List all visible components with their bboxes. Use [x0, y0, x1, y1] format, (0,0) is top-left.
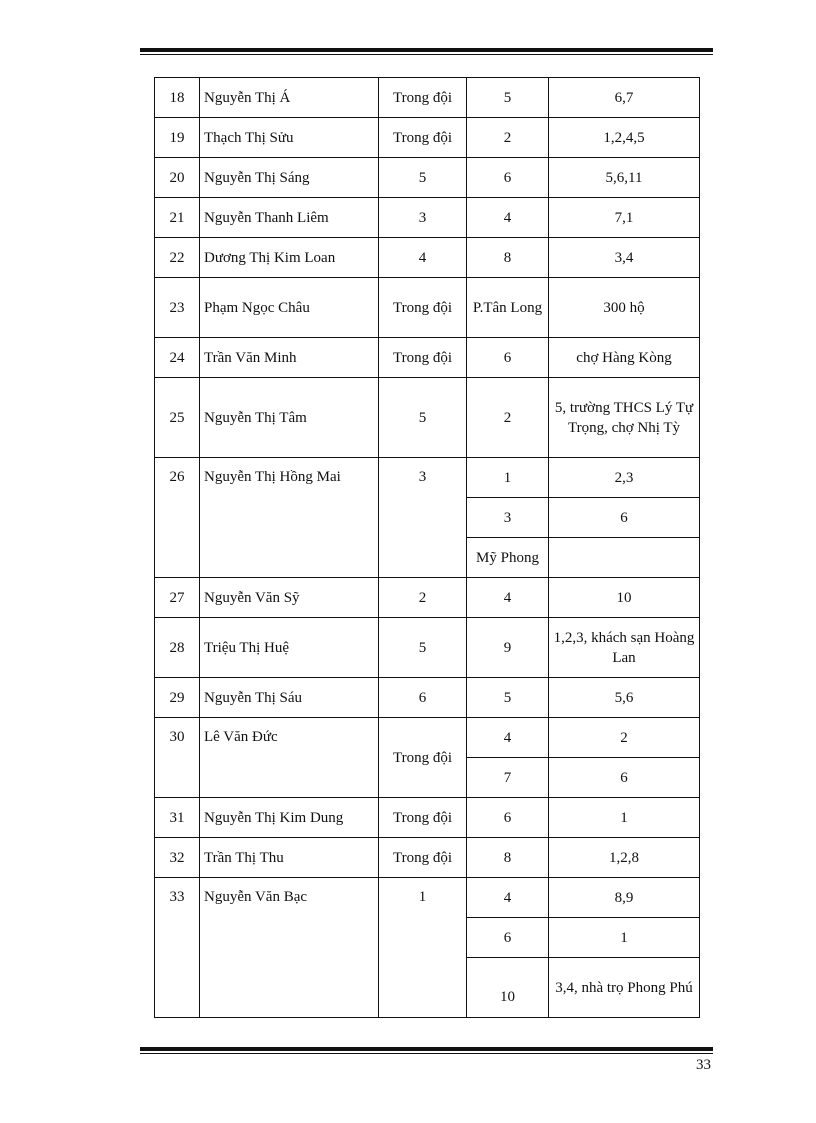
person-name: Trần Thị Thu	[200, 838, 379, 878]
area-cell: 9	[467, 618, 549, 678]
area-cell: 5	[467, 678, 549, 718]
team-cell: 5	[379, 618, 467, 678]
team-cell: 1	[379, 878, 467, 1018]
team-cell: Trong đội	[379, 838, 467, 878]
groups-cell: 3,4	[549, 238, 700, 278]
area-cell: 5	[467, 78, 549, 118]
area-cell: Mỹ Phong	[467, 538, 549, 578]
assignment-table	[154, 77, 700, 1018]
area-cell: 4	[467, 718, 549, 758]
groups-cell	[549, 538, 700, 578]
row-number: 20	[155, 158, 200, 198]
groups-cell: 3,4, nhà trọ Phong Phú	[549, 958, 700, 1018]
person-name: Nguyễn Thị Sáu	[200, 678, 379, 718]
area-cell: 8	[467, 838, 549, 878]
area-cell: 6	[467, 798, 549, 838]
team-cell: Trong đội	[379, 118, 467, 158]
area-cell: 6	[467, 338, 549, 378]
person-name: Nguyễn Thị Kim Dung	[200, 798, 379, 838]
row-number: 30	[155, 718, 200, 798]
area-cell: 10	[467, 958, 549, 1018]
groups-cell: 7,1	[549, 198, 700, 238]
groups-cell: 5,6,11	[549, 158, 700, 198]
person-name: Nguyễn Thanh Liêm	[200, 198, 379, 238]
person-name: Triệu Thị Huệ	[200, 618, 379, 678]
groups-cell: 1	[549, 918, 700, 958]
team-cell: Trong đội	[379, 718, 467, 798]
row-number: 18	[155, 78, 200, 118]
area-cell: 2	[467, 378, 549, 458]
area-cell: 3	[467, 498, 549, 538]
person-name: Nguyễn Thị Hồng Mai	[200, 458, 379, 578]
table-row	[155, 878, 700, 918]
team-cell: Trong đội	[379, 798, 467, 838]
person-name: Nguyễn Văn Sỹ	[200, 578, 379, 618]
person-name: Thạch Thị Sửu	[200, 118, 379, 158]
table-row	[155, 718, 700, 758]
table-row	[155, 118, 700, 158]
team-cell: 6	[379, 678, 467, 718]
groups-cell: 8,9	[549, 878, 700, 918]
table-row	[155, 338, 700, 378]
team-cell: 3	[379, 458, 467, 578]
person-name: Phạm Ngọc Châu	[200, 278, 379, 338]
table-row	[155, 838, 700, 878]
person-name: Nguyễn Thị Sáng	[200, 158, 379, 198]
team-cell: Trong đội	[379, 338, 467, 378]
groups-cell: 6	[549, 498, 700, 538]
area-cell: 2	[467, 118, 549, 158]
area-cell: 4	[467, 878, 549, 918]
table-row	[155, 78, 700, 118]
person-name: Dương Thị Kim Loan	[200, 238, 379, 278]
groups-cell: 5,6	[549, 678, 700, 718]
page-number: 33	[696, 1057, 711, 1073]
person-name: Nguyễn Thị Á	[200, 78, 379, 118]
area-cell: 6	[467, 158, 549, 198]
table-row	[155, 458, 700, 498]
area-cell: 4	[467, 198, 549, 238]
groups-cell: 300 hộ	[549, 278, 700, 338]
row-number: 23	[155, 278, 200, 338]
table-row	[155, 238, 700, 278]
team-cell: 3	[379, 198, 467, 238]
groups-cell: 6	[549, 758, 700, 798]
area-cell: 7	[467, 758, 549, 798]
row-number: 29	[155, 678, 200, 718]
row-number: 28	[155, 618, 200, 678]
table-row	[155, 678, 700, 718]
groups-cell: 2,3	[549, 458, 700, 498]
groups-cell: chợ Hàng Kòng	[549, 338, 700, 378]
person-name: Nguyễn Văn Bạc	[200, 878, 379, 1018]
row-number: 27	[155, 578, 200, 618]
team-cell: 5	[379, 378, 467, 458]
row-number: 22	[155, 238, 200, 278]
row-number: 33	[155, 878, 200, 1018]
table-row	[155, 158, 700, 198]
table-row	[155, 798, 700, 838]
person-name: Lê Văn Đức	[200, 718, 379, 798]
groups-cell: 1	[549, 798, 700, 838]
row-number: 25	[155, 378, 200, 458]
row-number: 26	[155, 458, 200, 578]
team-cell: Trong đội	[379, 78, 467, 118]
team-cell: Trong đội	[379, 278, 467, 338]
groups-cell: 1,2,8	[549, 838, 700, 878]
person-name: Nguyễn Thị Tâm	[200, 378, 379, 458]
groups-cell: 6,7	[549, 78, 700, 118]
row-number: 31	[155, 798, 200, 838]
header-rule	[140, 48, 713, 55]
groups-cell: 1,2,4,5	[549, 118, 700, 158]
table-row	[155, 378, 700, 458]
person-name: Trần Văn Minh	[200, 338, 379, 378]
team-cell: 2	[379, 578, 467, 618]
groups-cell: 5, trường THCS Lý Tự Trọng, chợ Nhị Tỳ	[549, 378, 700, 458]
row-number: 21	[155, 198, 200, 238]
table-row	[155, 578, 700, 618]
row-number: 19	[155, 118, 200, 158]
row-number: 32	[155, 838, 200, 878]
area-cell: 4	[467, 578, 549, 618]
area-cell: 6	[467, 918, 549, 958]
team-cell: 5	[379, 158, 467, 198]
table-row	[155, 618, 700, 678]
groups-cell: 10	[549, 578, 700, 618]
area-cell: 1	[467, 458, 549, 498]
table-row	[155, 278, 700, 338]
team-cell: 4	[379, 238, 467, 278]
area-cell: P.Tân Long	[467, 278, 549, 338]
groups-cell: 1,2,3, khách sạn Hoàng Lan	[549, 618, 700, 678]
footer-rule	[140, 1047, 713, 1054]
row-number: 24	[155, 338, 200, 378]
groups-cell: 2	[549, 718, 700, 758]
table-row	[155, 198, 700, 238]
area-cell: 8	[467, 238, 549, 278]
